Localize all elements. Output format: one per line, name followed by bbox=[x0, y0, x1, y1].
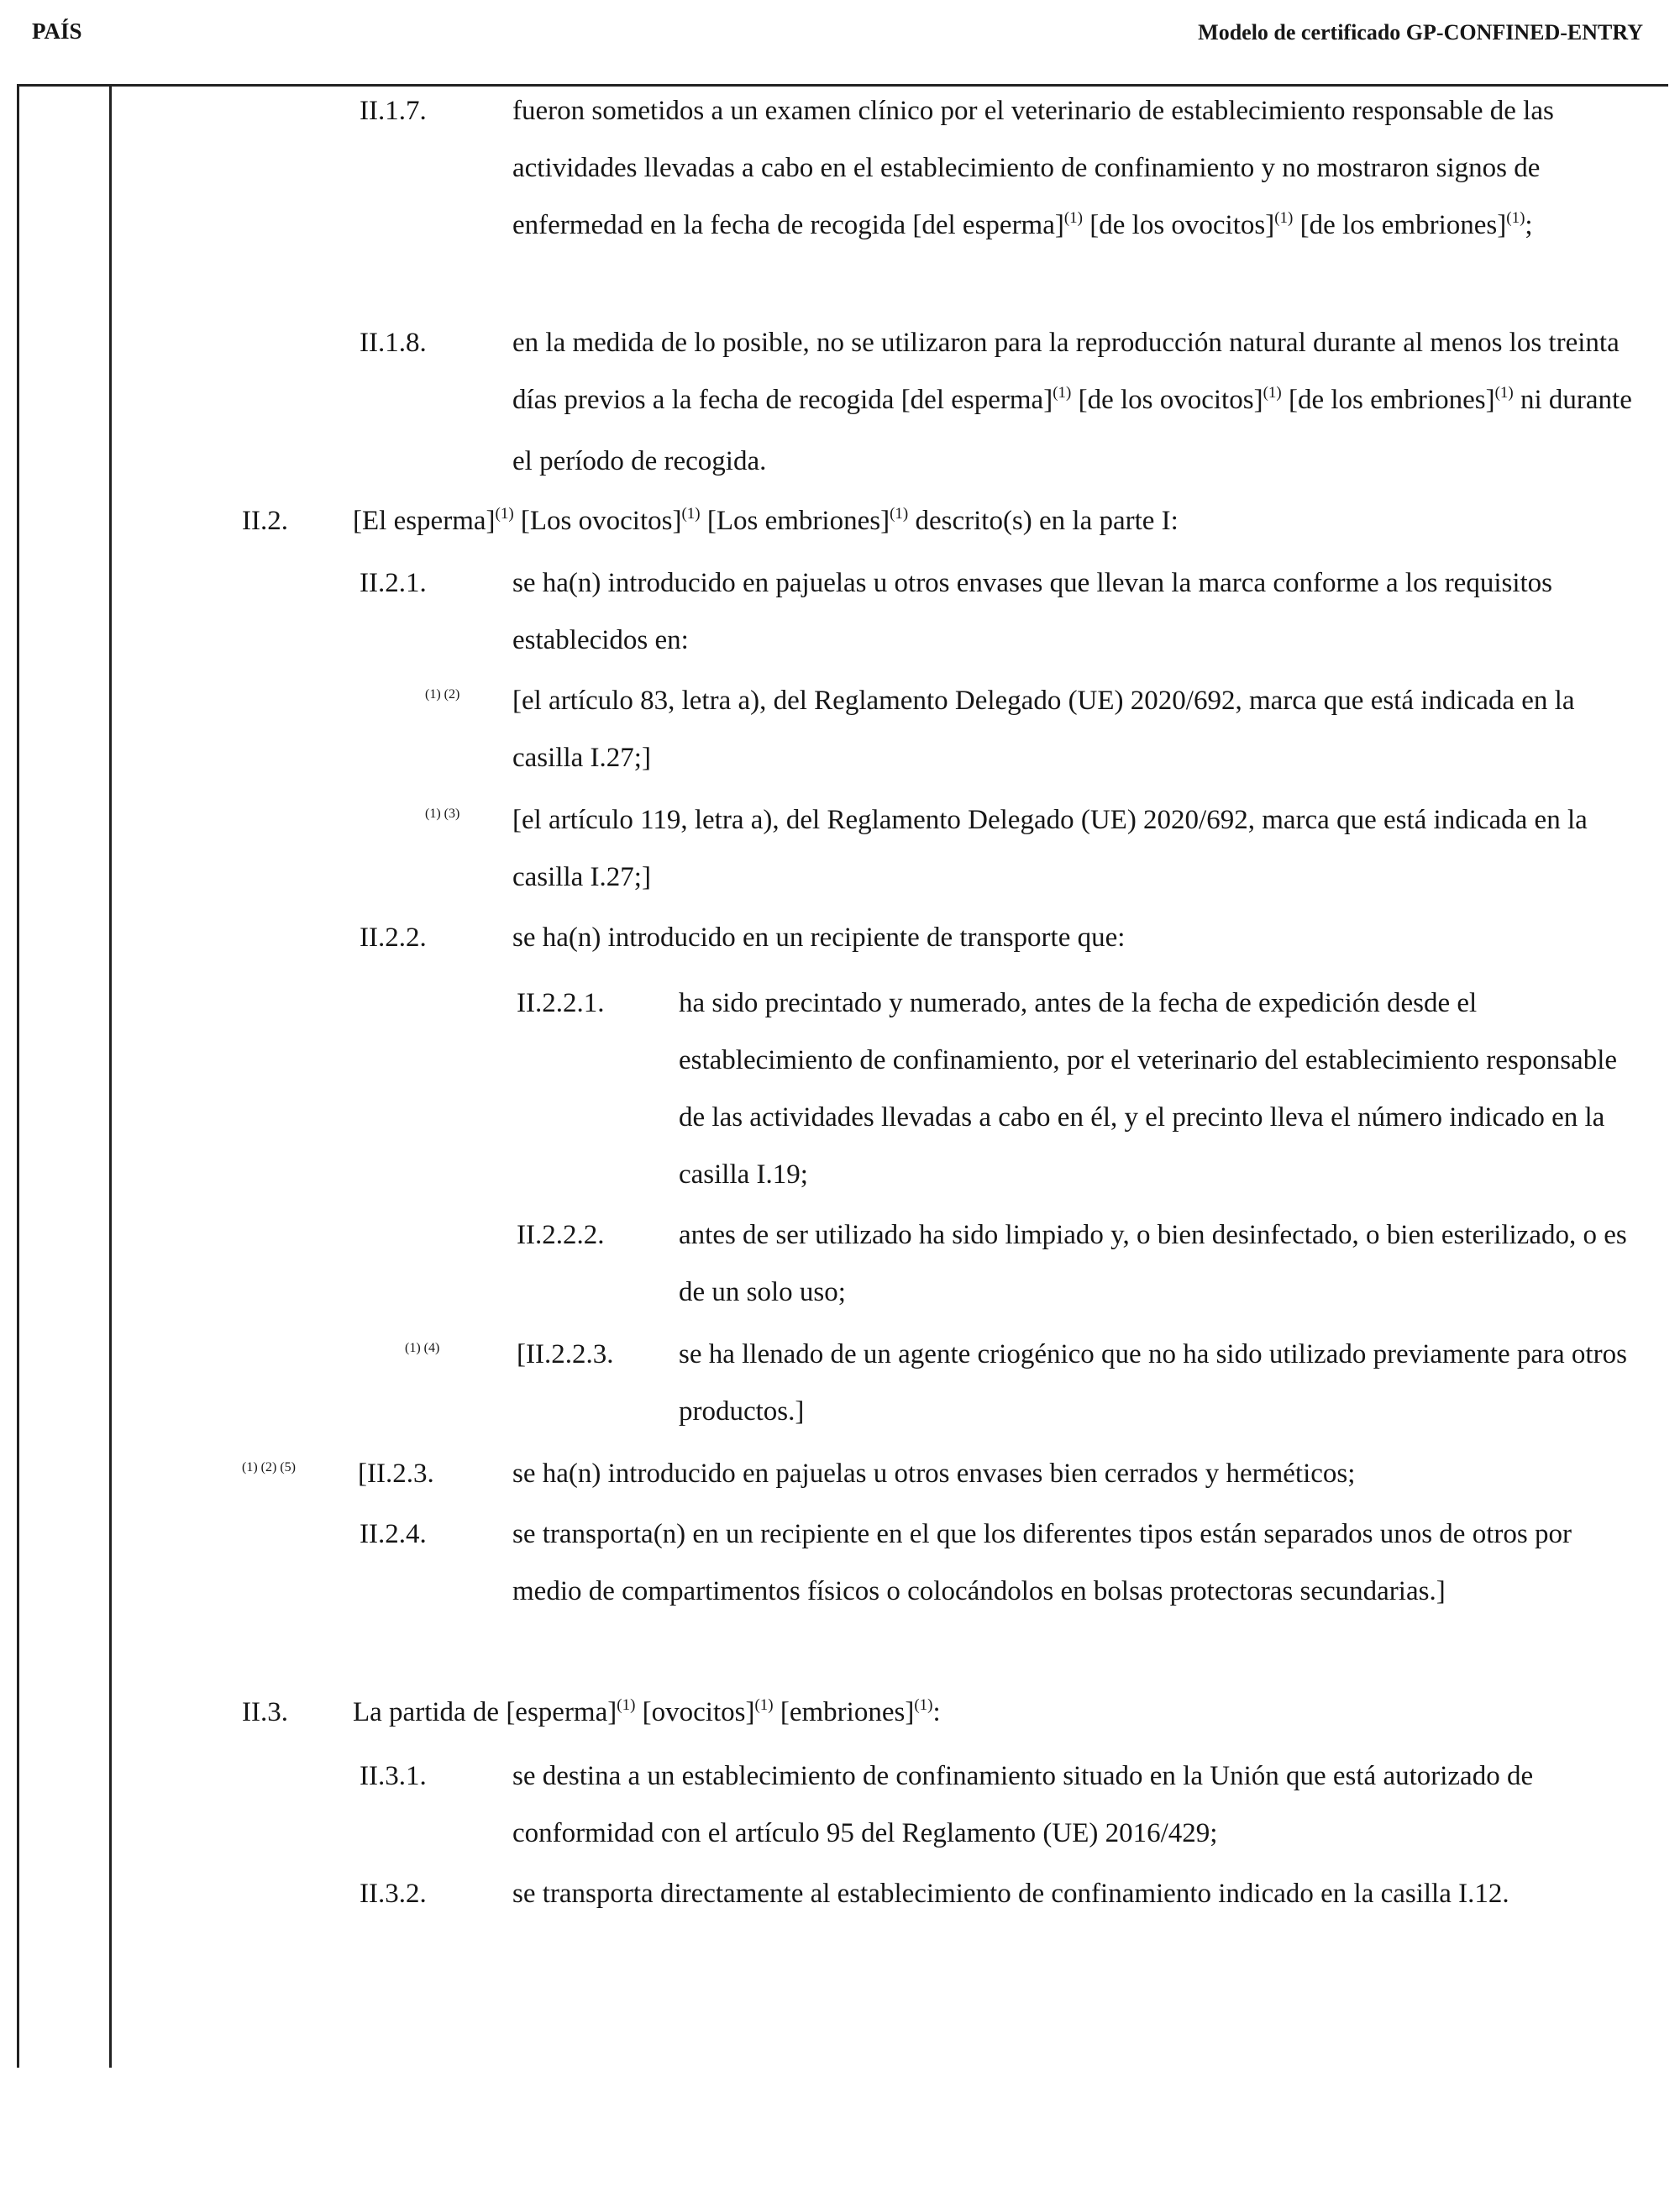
item-text: La partida de [esperma]$^{(1)}$ [ovocitos]$^{(1)}$ [embriones]$^{(1)}$: bbox=[353, 1696, 941, 1727]
item-text: se transporta(n) en un recipiente en el que los diferentes tipos están separados unos de otros por medio de compartimentos físicos o colocándolos en bolsas protectoras secundarias.] bbox=[512, 1519, 1572, 1606]
item-number: II.3. bbox=[242, 1697, 288, 1727]
item-text: ha sido precintado y numerado, antes de la fecha de expedición desde el establecimiento de confinamiento, por el veterinario del establecimiento responsable de las actividades llevadas a cabo en él, y el precinto lleva el número indicado en la casilla I.19; bbox=[679, 988, 1618, 1190]
footnote-ref: (1) (2) bbox=[425, 687, 460, 702]
item-text: [el artículo 83, letra a), del Reglamento Delegado (UE) 2020/692, marca que está indicada en la casilla I.27;] bbox=[512, 686, 1575, 773]
item-text: se transporta directamente al establecimiento de confinamiento indicado en la casilla I.12. bbox=[512, 1879, 1509, 1909]
item-number: II.2.2.1. bbox=[517, 988, 605, 1018]
item-text: se ha llenado de un agente criogénico que no ha sido utilizado previamente para otros productos.] bbox=[679, 1339, 1627, 1427]
item-text: se ha(n) introducido en pajuelas u otros envases que llevan la marca conforme a los requisitos establecidos en: bbox=[512, 568, 1553, 655]
footnote-ref: (1) (3) bbox=[425, 807, 460, 821]
item-number: II.3.2. bbox=[360, 1879, 427, 1909]
item-text: [El esperma]$^{(1)}$ [Los ovocitos]$^{(1)}$ [Los embriones]$^{(1)}$ descrito(s) en la parte I: bbox=[353, 505, 1179, 536]
item-number: II.2. bbox=[242, 506, 288, 536]
item-text: se ha(n) introducido en un recipiente de transporte que: bbox=[512, 923, 1126, 953]
item-text: en la medida de lo posible, no se utilizaron para la reproducción natural durante al menos los treinta días previos a la fecha de recogida [del esperma]$^{(1)}$ [de los ovocitos]$^{(1)}$ [de los embriones]$^{(1)}$ ni durante el período de recogida. bbox=[512, 328, 1632, 476]
item-number: II.1.7. bbox=[360, 96, 427, 126]
item-number: II.2.4. bbox=[360, 1519, 427, 1549]
item-number: II.2.2.2. bbox=[517, 1220, 605, 1250]
header-model-title: Modelo de certificado GP-CONFINED-ENTRY bbox=[1198, 20, 1643, 45]
item-number: II.1.8. bbox=[360, 328, 427, 358]
header-country: PAÍS bbox=[32, 18, 82, 44]
item-number: II.2.1. bbox=[360, 568, 427, 598]
footnote-ref: (1) (2) (5) bbox=[242, 1460, 296, 1474]
item-text: se ha(n) introducido en pajuelas u otros envases bien cerrados y herméticos; bbox=[512, 1459, 1356, 1489]
item-number: II.3.1. bbox=[360, 1761, 427, 1791]
item-number: [II.2.2.3. bbox=[517, 1339, 614, 1369]
item-text: antes de ser utilizado ha sido limpiado y, o bien desinfectado, o bien esterilizado, o es de un solo uso; bbox=[679, 1220, 1627, 1307]
item-text: se destina a un establecimiento de confinamiento situado en la Unión que está autorizado de conformidad con el artículo 95 del Reglamento (UE) 2016/429; bbox=[512, 1761, 1534, 1848]
frame-left-border bbox=[17, 85, 19, 2068]
item-number: [II.2.3. bbox=[358, 1459, 434, 1489]
frame-inner-border bbox=[109, 85, 112, 2068]
item-text: fueron sometidos a un examen clínico por el veterinario de establecimiento responsable de las actividades llevadas a cabo en el establecimiento de confinamiento y no mostraron signos de enfermedad en la fecha de recogida [del esperma]$^{(1)}$ [de los ovocitos]$^{(1)}$ [de los embriones]$^{(1)}$; bbox=[512, 96, 1554, 240]
item-number: II.2.2. bbox=[360, 923, 427, 953]
footnote-ref: (1) (4) bbox=[405, 1341, 440, 1355]
item-text: [el artículo 119, letra a), del Reglamento Delegado (UE) 2020/692, marca que está indicada en la casilla I.27;] bbox=[512, 805, 1588, 892]
